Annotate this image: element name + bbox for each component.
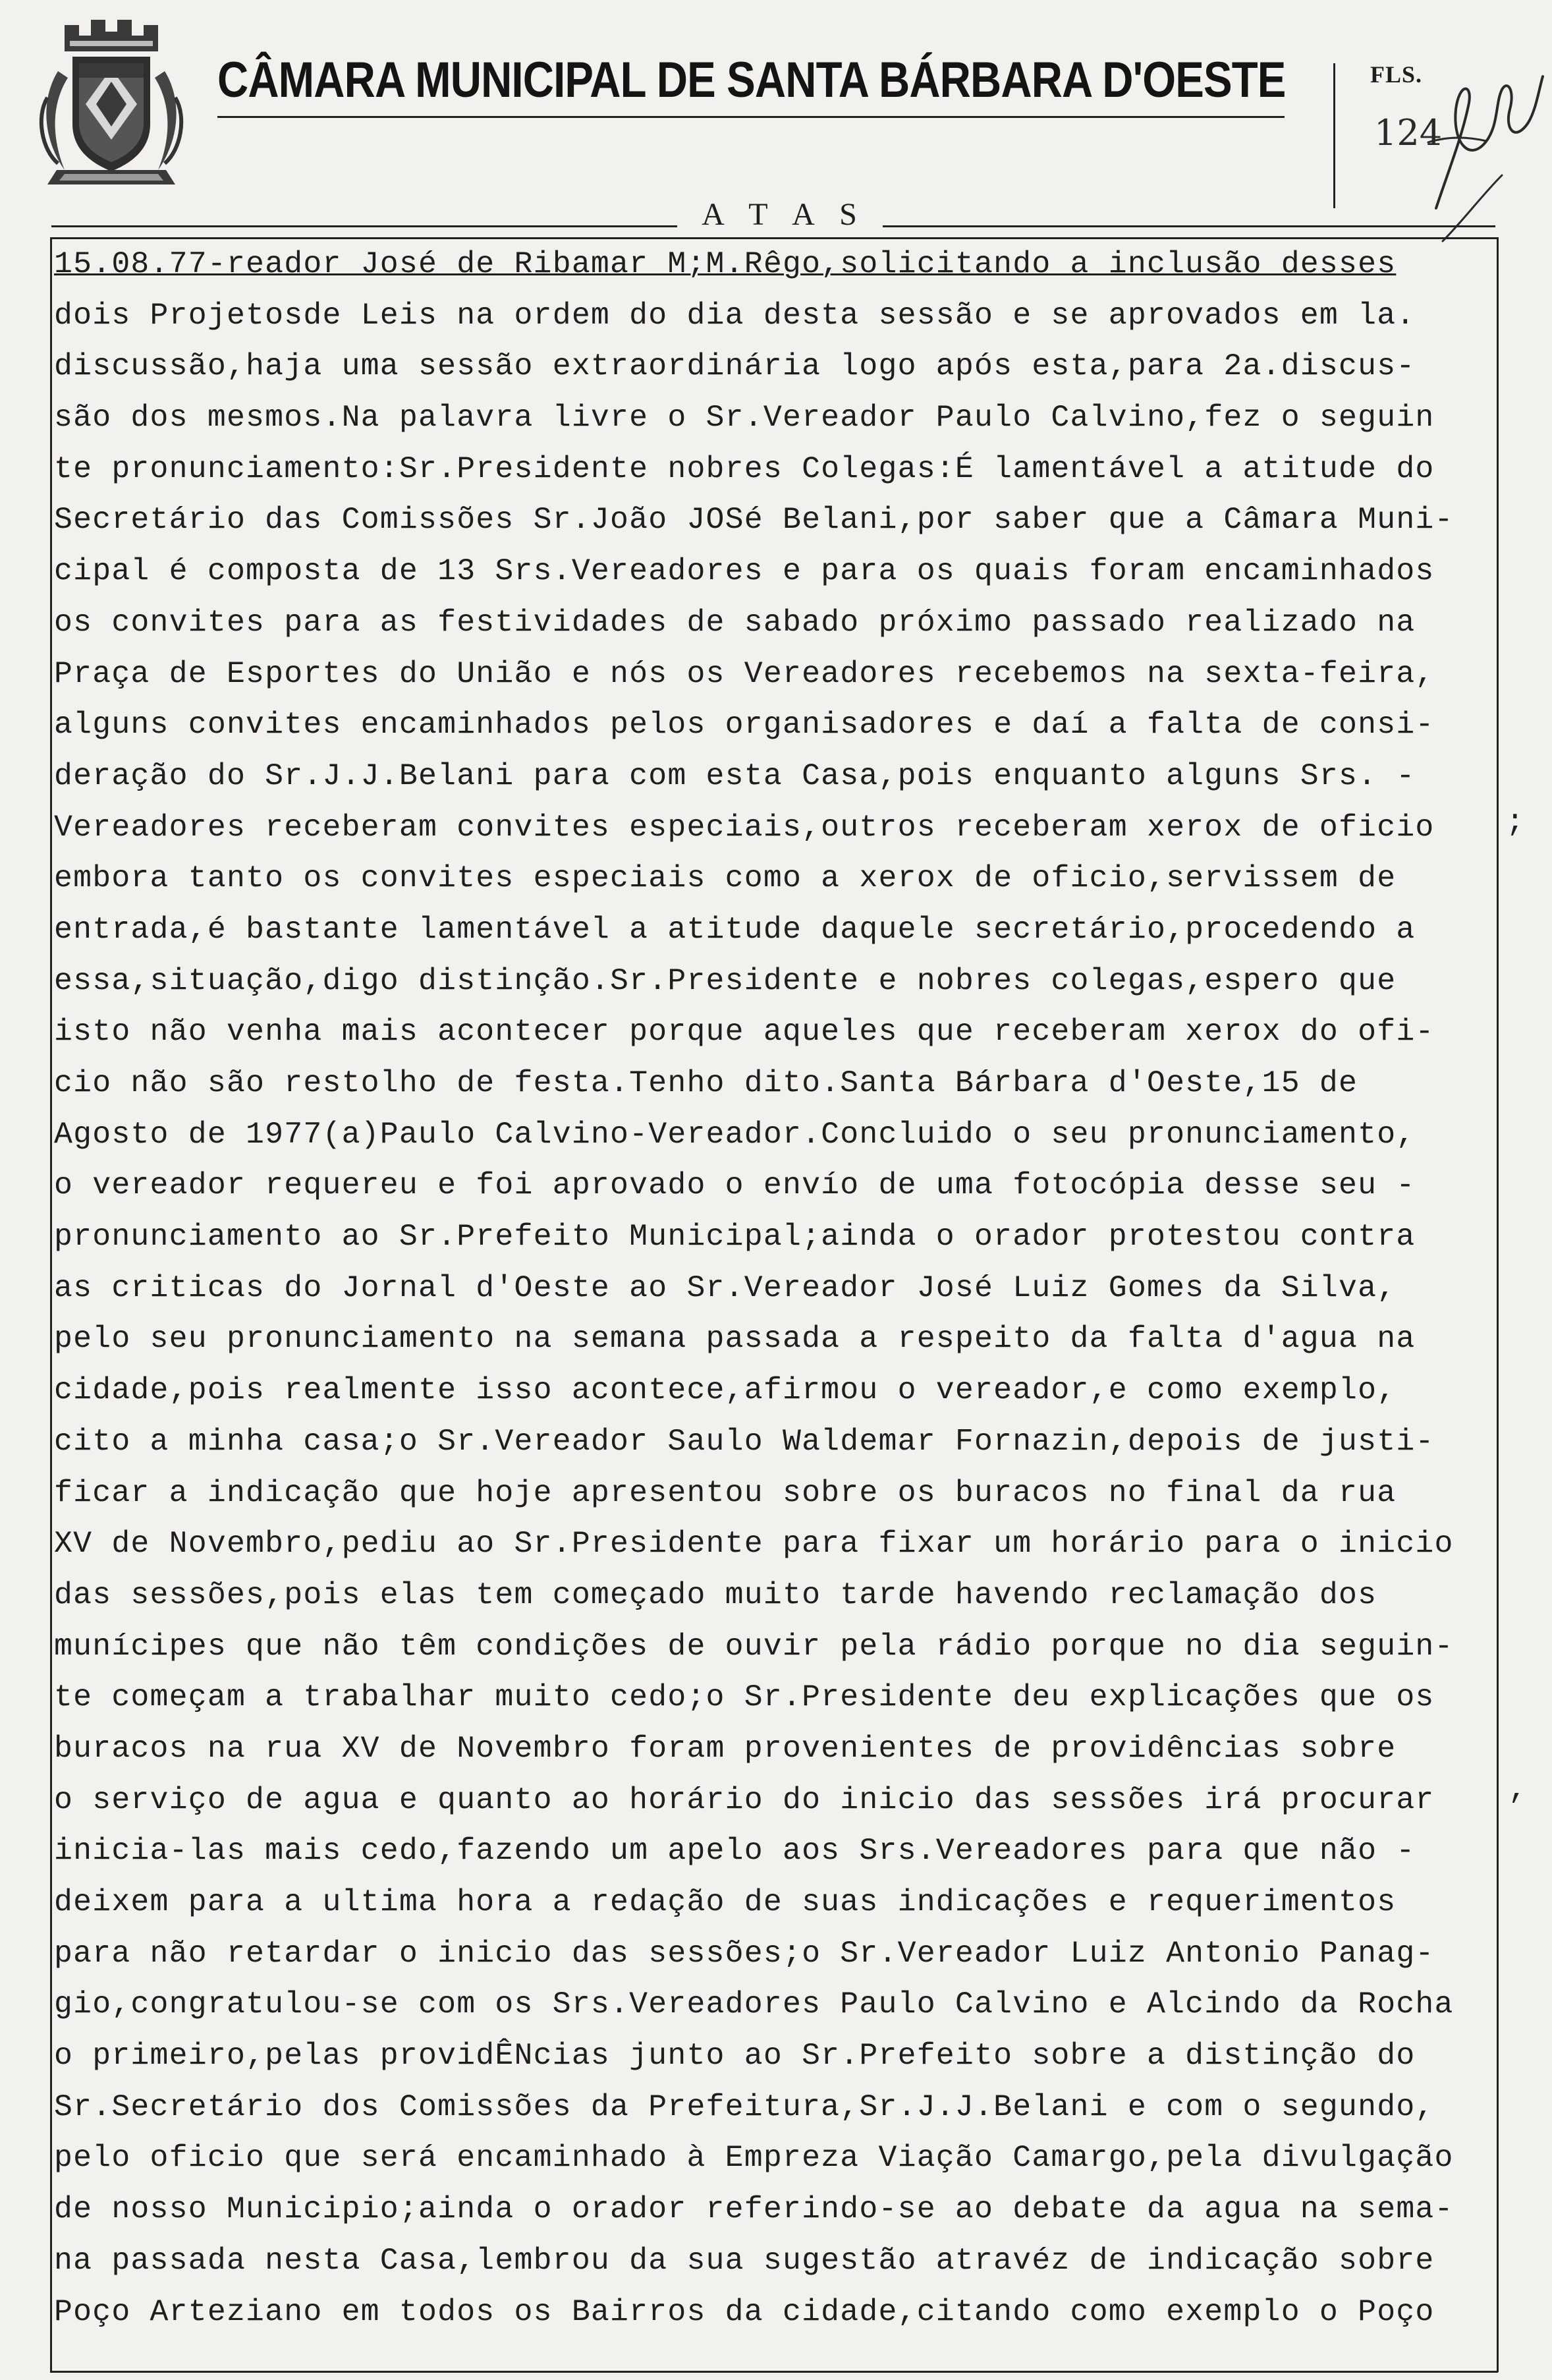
text-line: essa,situação,digo distinção.Sr.Presidente e nobres colegas,espero que [54, 963, 1397, 998]
text-line: na passada nesta Casa,lembrou da sua sugestão atravéz de indicação sobre [54, 2242, 1435, 2278]
text-line: te pronunciamento:Sr.Presidente nobres Colegas:É lamentável a atitude do [54, 451, 1435, 486]
folio-number: 124 [1374, 112, 1443, 154]
text-line: cio não são restolho de festa.Tenho dito.Santa Bárbara d'Oeste,15 de [54, 1065, 1358, 1100]
margin-mark: , [1509, 1772, 1527, 1807]
text-line: cipal é composta de 13 Srs.Vereadores e para os quais foram encaminhados [54, 553, 1435, 589]
text-line: Vereadores receberam convites especiais,outros receberam xerox de oficio [54, 809, 1435, 845]
frame-right-border [1497, 237, 1499, 2372]
title-underline [217, 116, 1285, 118]
institution-title: CÂMARA MUNICIPAL DE SANTA BÁRBARA D'OESTE [217, 52, 1286, 108]
text-line: o primeiro,pelas providÊNcias junto ao Sr.Prefeito sobre a distinção do [54, 2038, 1416, 2074]
text-line: cito a minha casa;o Sr.Vereador Saulo Waldemar Fornazin,depois de justi- [54, 1423, 1435, 1459]
text-line: alguns convites encaminhados pelos organisadores e daí a falta de consi- [54, 707, 1435, 743]
text-line: pelo seu pronunciamento na semana passada a respeito da falta d'agua na [54, 1321, 1416, 1357]
text-line: buracos na rua XV de Novembro foram provenientes de providências sobre [54, 1730, 1397, 1766]
text-line: 15.08.77-reador José de Ribamar M;M.Rêgo,solicitando a inclusão desses [54, 246, 1397, 281]
minutes-text [54, 239, 1494, 2337]
text-line: gio,congratulou-se com os Srs.Vereadores Paulo Calvino e Alcindo da Rocha [54, 1987, 1454, 2022]
text-line: Poço Arteziano em todos os Bairros da cidade,citando como exemplo o Poço [54, 2294, 1435, 2329]
text-line: dois Projetosde Leis na ordem do dia desta sessão e se aprovados em la. [54, 297, 1416, 333]
text-line: pronunciamento ao Sr.Prefeito Municipal;ainda o orador protestou contra [54, 1219, 1416, 1255]
text-line: as criticas do Jornal d'Oeste ao Sr.Vereador José Luiz Gomes da Silva, [54, 1270, 1397, 1305]
text-line: são dos mesmos.Na palavra livre o Sr.Vereador Paulo Calvino,fez o seguin [54, 400, 1435, 436]
text-line: inicia-las mais cedo,fazendo um apelo aos Srs.Vereadores para que não - [54, 1833, 1416, 1869]
text-line: Praça de Esportes do União e nós os Vereadores recebemos na sexta-feira, [54, 656, 1435, 691]
text-line: para não retardar o inicio das sessões;o Sr.Vereador Luiz Antonio Panag- [54, 1935, 1435, 1971]
margin-mark: ; [1506, 805, 1524, 839]
text-line: Sr.Secretário dos Comissões da Prefeitura,Sr.J.J.Belani e com o segundo, [54, 2089, 1435, 2124]
text-line: isto não venha mais acontecer porque aqueles que receberam xerox do ofi- [54, 1014, 1435, 1050]
text-line: pelo oficio que será encaminhado à Empreza Viação Camargo,pela divulgação [54, 2140, 1454, 2176]
text-line: cidade,pois realmente isso acontece,afirmou o vereador,e como exemplo, [54, 1373, 1397, 1408]
text-line: das sessões,pois elas tem começado muito tarde havendo reclamação dos [54, 1577, 1377, 1612]
text-line: de nosso Municipio;ainda o orador referindo-se ao debate da agua na sema- [54, 2192, 1454, 2227]
text-line: te começam a trabalhar muito cedo;o Sr.Presidente deu explicações que os [54, 1680, 1435, 1715]
text-line: deixem para a ultima hora a redação de suas indicações e requerimentos [54, 1884, 1397, 1919]
text-line: Agosto de 1977(a)Paulo Calvino-Vereador.Concluido o seu pronunciamento, [54, 1116, 1416, 1152]
folio-label: FLS. [1370, 61, 1423, 88]
frame-left-border [50, 237, 52, 2372]
section-rule-left [51, 225, 677, 227]
text-line: ficar a indicação que hoje apresentou sobre os buracos no final da rua [54, 1475, 1397, 1510]
folio-divider [1333, 63, 1335, 208]
coat-of-arms-icon [38, 5, 184, 198]
text-line: o serviço de agua e quanto ao horário do inicio das sessões irá procurar [54, 1782, 1435, 1817]
text-line: os convites para as festividades de sabado próximo passado realizado na [54, 604, 1416, 640]
section-rule-right [883, 225, 1495, 227]
frame-bottom-border [50, 2371, 1498, 2373]
text-line: munícipes que não têm condições de ouvir pela rádio porque no dia seguin- [54, 1628, 1454, 1664]
text-line: deração do Sr.J.J.Belani para com esta Casa,pois enquanto alguns Srs. - [54, 758, 1416, 793]
text-line: XV de Novembro,pediu ao Sr.Presidente para fixar um horário para o inicio [54, 1526, 1454, 1562]
text-line: Secretário das Comissões Sr.João JOSé Belani,por saber que a Câmara Muni- [54, 502, 1454, 538]
text-line: entrada,é bastante lamentável a atitude daquele secretário,procedendo a [54, 911, 1416, 947]
text-line: discussão,haja uma sessão extraordinária logo após esta,para 2a.discus- [54, 349, 1416, 384]
text-line: embora tanto os convites especiais como a xerox de oficio,servissem de [54, 861, 1397, 896]
text-line: o vereador requereu e foi aprovado o envío de uma fotocópia desse seu - [54, 1168, 1416, 1203]
section-title: A T A S [702, 197, 866, 232]
